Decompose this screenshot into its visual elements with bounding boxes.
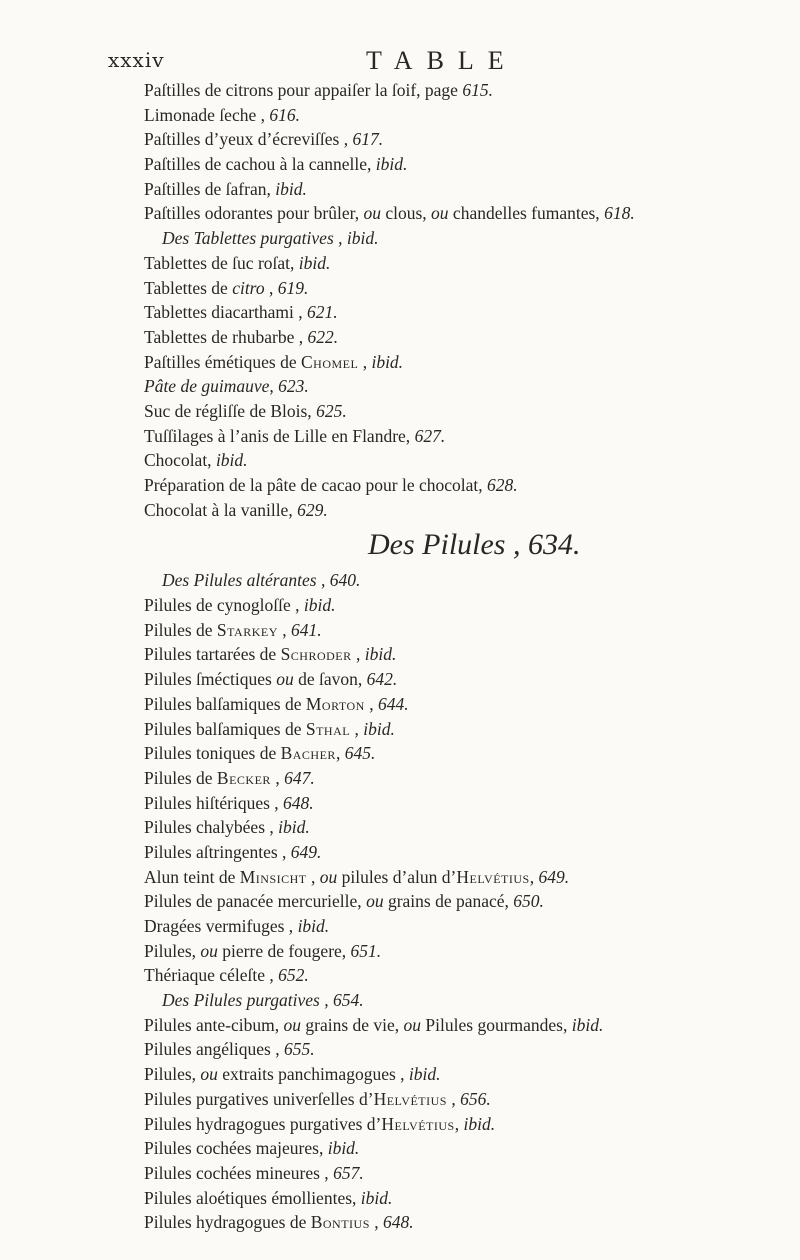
entry-text: , [264, 277, 278, 298]
entry-text: ou [431, 203, 449, 224]
entry-text: , [270, 767, 285, 788]
index-entry [144, 1161, 794, 1186]
entry-text: 625. [316, 400, 347, 421]
entry-text: Pilules tartarées de [144, 644, 281, 665]
entry-text: 657. [333, 1162, 364, 1183]
index-entry [144, 498, 794, 523]
entry-text: ibid. [463, 1113, 496, 1134]
entry-text: Becker [216, 767, 271, 788]
entry-text: Schroder [280, 644, 352, 665]
entry-text: Helvétius [373, 1088, 447, 1109]
entry-text: Pilules balſamiques de [144, 718, 306, 739]
entry-text: Pilules hiſtériques , [144, 792, 284, 813]
entry-text: Suc de régliſſe de Blois, [144, 400, 317, 421]
index-entry [144, 1186, 794, 1211]
entry-text: , [446, 1088, 461, 1109]
entry-text: ibid. [215, 450, 248, 471]
entry-text: Pilules gourmandes, [421, 1014, 572, 1035]
entry-text: Pilules angéliques , [144, 1039, 284, 1060]
index-entry [144, 1087, 794, 1112]
index-entry [144, 201, 794, 226]
index-entry [144, 642, 794, 667]
subsection-heading [144, 226, 794, 251]
index-entry [144, 424, 794, 449]
entry-text: 627. [414, 425, 446, 446]
entry-text: Tablettes diacarthami , [144, 302, 308, 323]
index-entry [144, 103, 794, 128]
entry-text: pilules d’alun d’ [337, 866, 457, 887]
index-entry [144, 78, 794, 103]
index-entry [144, 865, 794, 890]
index-entry [144, 399, 794, 424]
table-entries [144, 78, 794, 1235]
entry-text: Bacher [280, 743, 336, 764]
page-number: xxxiv [108, 48, 165, 72]
entry-text: Paſtilles de cachou à la cannelle, [144, 154, 376, 175]
index-entry [144, 963, 794, 988]
entry-text: Des Pilules purgatives [162, 990, 320, 1011]
entry-text: ibid. [408, 1064, 441, 1085]
index-entry [144, 152, 794, 177]
entry-text: Dragées vermifuges , [144, 916, 298, 936]
index-entry [144, 1062, 794, 1087]
entry-text: de ſavon, [293, 669, 367, 690]
entry-text: ibid. [375, 154, 408, 175]
entry-text: Pilules de [144, 619, 217, 640]
entry-text: 628. [487, 475, 518, 495]
entry-text: 647. [284, 767, 315, 788]
entry-text: Paſtilles odorantes pour brûler, [144, 203, 364, 224]
entry-text: ou [276, 669, 294, 690]
running-title: TABLE [366, 46, 518, 75]
entry-text: , [350, 718, 364, 739]
entry-text: 652. [278, 965, 309, 986]
index-entry [144, 127, 794, 152]
entry-text: ibid. [363, 718, 395, 739]
entry-text: pierre de fougere, [217, 940, 351, 961]
index-entry [144, 914, 794, 939]
entry-text: grains de panacé, [383, 891, 514, 912]
entry-text: 648. [283, 792, 314, 813]
entry-text: ibid. [327, 1138, 360, 1159]
entry-text: Pilules ſméctiques [144, 669, 277, 690]
index-entry [144, 840, 794, 865]
entry-text: , [269, 376, 279, 397]
entry-text: 615. [462, 80, 493, 100]
entry-text: Pilules, [144, 940, 201, 961]
page-header [108, 46, 708, 80]
entry-text: Pilules purgatives univerſelles d’ [144, 1088, 374, 1109]
index-entry [144, 448, 794, 473]
entry-text: 648. [383, 1212, 414, 1233]
entry-text: Pilules aloétiques émollientes, [144, 1187, 361, 1208]
entry-text: 641. [290, 619, 322, 640]
entry-text: ibid. [360, 1187, 393, 1208]
index-entry [144, 473, 794, 498]
index-entry [144, 815, 794, 840]
index-entry [144, 741, 794, 766]
entry-text: Pilules de panacée mercurielle, [144, 891, 367, 912]
entry-text: Morton [305, 693, 365, 714]
entry-text: 623. [278, 376, 309, 397]
entry-text: Tuſſilages à l’anis de Lille en Flandre, [144, 425, 415, 446]
section-heading [144, 522, 794, 568]
entry-text: ou [200, 1064, 218, 1085]
entry-text: Limonade ſeche , [144, 104, 270, 125]
entry-text: ibid. [298, 252, 331, 273]
entry-text: 645. [344, 743, 376, 764]
entry-text: Des Pilules , 634. [368, 528, 581, 562]
entry-text: ibid. [278, 817, 310, 838]
index-entry [144, 889, 794, 914]
entry-text: 616. [269, 104, 300, 125]
subsection-heading [144, 568, 794, 593]
entry-text: 629. [297, 499, 328, 520]
entry-text: Helvétius [456, 866, 530, 887]
entry-text: 649. [538, 866, 570, 887]
entry-text: Paſtilles d’yeux d’écreviſſes , [144, 129, 353, 150]
entry-text: Pilules toniques de [144, 743, 281, 764]
entry-text: Pilules de [144, 767, 217, 788]
entry-text: ibid. [297, 916, 330, 936]
index-entry [144, 251, 794, 276]
entry-text: ou [283, 1014, 301, 1035]
entry-text: 651. [350, 940, 382, 961]
index-entry [144, 300, 794, 325]
subsection-heading [144, 988, 794, 1013]
entry-text: Des Pilules altérantes [162, 570, 317, 591]
entry-text: Thériaque céleſte , [144, 965, 279, 986]
entry-text: , ibid. [333, 228, 379, 249]
entry-text: 644. [377, 693, 409, 714]
entry-text: , [316, 570, 330, 591]
entry-text: 649. [290, 841, 322, 862]
entry-text: Paſtilles de ſafran, [144, 178, 276, 199]
entry-text: 655. [283, 1039, 315, 1060]
index-entry [144, 618, 794, 643]
entry-text: , [364, 693, 378, 714]
entry-text: ibid. [275, 178, 307, 199]
entry-text: 642. [366, 669, 398, 690]
index-entry [144, 1013, 794, 1038]
entry-text: ou [200, 940, 218, 961]
entry-text: , [358, 351, 372, 372]
entry-text: ibid. [364, 644, 397, 665]
entry-text: ou [319, 866, 338, 887]
entry-text: , [319, 990, 333, 1011]
entry-text: Préparation de la pâte de cacao pour le chocolat, [144, 475, 488, 495]
index-entry [144, 692, 794, 717]
entry-text: , [306, 866, 320, 887]
entry-text: 656. [460, 1088, 491, 1109]
index-entry [144, 1037, 794, 1062]
entry-text: Paſtilles émétiques de [144, 351, 301, 372]
entry-text: Tablettes de [144, 277, 233, 298]
entry-text: ibid. [371, 351, 404, 372]
index-entry [144, 791, 794, 816]
entry-text: ou [403, 1014, 422, 1035]
entry-text: Pilules, [144, 1064, 201, 1085]
entry-text: Pilules balſamiques de [144, 693, 306, 714]
entry-text: 621. [307, 302, 338, 323]
entry-text: Pilules hydragogues de [144, 1212, 311, 1233]
entry-text: clous, [380, 203, 432, 224]
entry-text: citro [232, 277, 265, 298]
index-entry [144, 667, 794, 692]
entry-text: 618. [604, 203, 635, 224]
entry-text: , [369, 1212, 384, 1233]
entry-text: 622. [307, 326, 339, 347]
entry-text: Starkey [216, 619, 278, 640]
index-entry [144, 766, 794, 791]
entry-text: 617. [352, 129, 384, 150]
index-entry [144, 939, 794, 964]
index-entry [144, 1136, 794, 1161]
entry-text: 619. [277, 277, 309, 298]
index-entry [144, 374, 794, 399]
entry-text: Alun teint de [144, 866, 240, 887]
index-entry [144, 1112, 794, 1137]
entry-text: Helvétius [381, 1113, 455, 1134]
entry-text: Minsicht [239, 866, 307, 887]
entry-text: , [351, 644, 365, 665]
entry-text: Pilules cochées majeures, [144, 1138, 328, 1159]
entry-text: Chocolat à la vanille, [144, 499, 298, 520]
entry-text: , [529, 866, 539, 887]
entry-text: , [454, 1113, 464, 1134]
entry-text: extraits panchimagogues , [217, 1064, 409, 1085]
entry-text: Pilules de cynogloſſe , [144, 595, 304, 616]
entry-text: Pâte de guimauve [144, 376, 270, 397]
entry-text: Pilules cochées mineures , [144, 1162, 334, 1183]
entry-text: Chomel [300, 351, 359, 372]
entry-text: Des Tablettes purgatives [162, 228, 334, 249]
entry-text: 650. [513, 891, 544, 912]
entry-text: chandelles fumantes, [448, 203, 605, 224]
entry-text: ibid. [571, 1014, 604, 1035]
entry-text: Pilules chalybées , [144, 817, 279, 838]
entry-text: Tablettes de rhubarbe , [144, 326, 308, 347]
entry-text: grains de vie, [301, 1014, 404, 1035]
index-entry [144, 325, 794, 350]
entry-text: 640. [329, 570, 361, 591]
index-entry [144, 1210, 794, 1235]
entry-text: Chocolat, [144, 450, 216, 471]
index-entry [144, 717, 794, 742]
entry-text: ou [366, 891, 384, 912]
entry-text: ou [363, 203, 381, 224]
entry-text: , [335, 743, 345, 764]
index-entry [144, 276, 794, 301]
entry-text: , [277, 619, 291, 640]
entry-text: Pilules aſtringentes , [144, 841, 291, 862]
entry-text: Bontius [310, 1212, 370, 1233]
entry-text: Sthal [305, 718, 351, 739]
index-entry [144, 177, 794, 202]
entry-text: Pilules ante-cibum, [144, 1014, 284, 1035]
index-entry [144, 593, 794, 618]
entry-text: ibid. [303, 595, 336, 616]
entry-text: Pilules hydragogues purgatives d’ [144, 1113, 382, 1134]
entry-text: 654. [332, 990, 364, 1011]
entry-text: Tablettes de ſuc roſat, [144, 252, 299, 273]
index-entry [144, 350, 794, 375]
entry-text: Paſtilles de citrons pour appaiſer la ſoif, page [144, 80, 463, 100]
